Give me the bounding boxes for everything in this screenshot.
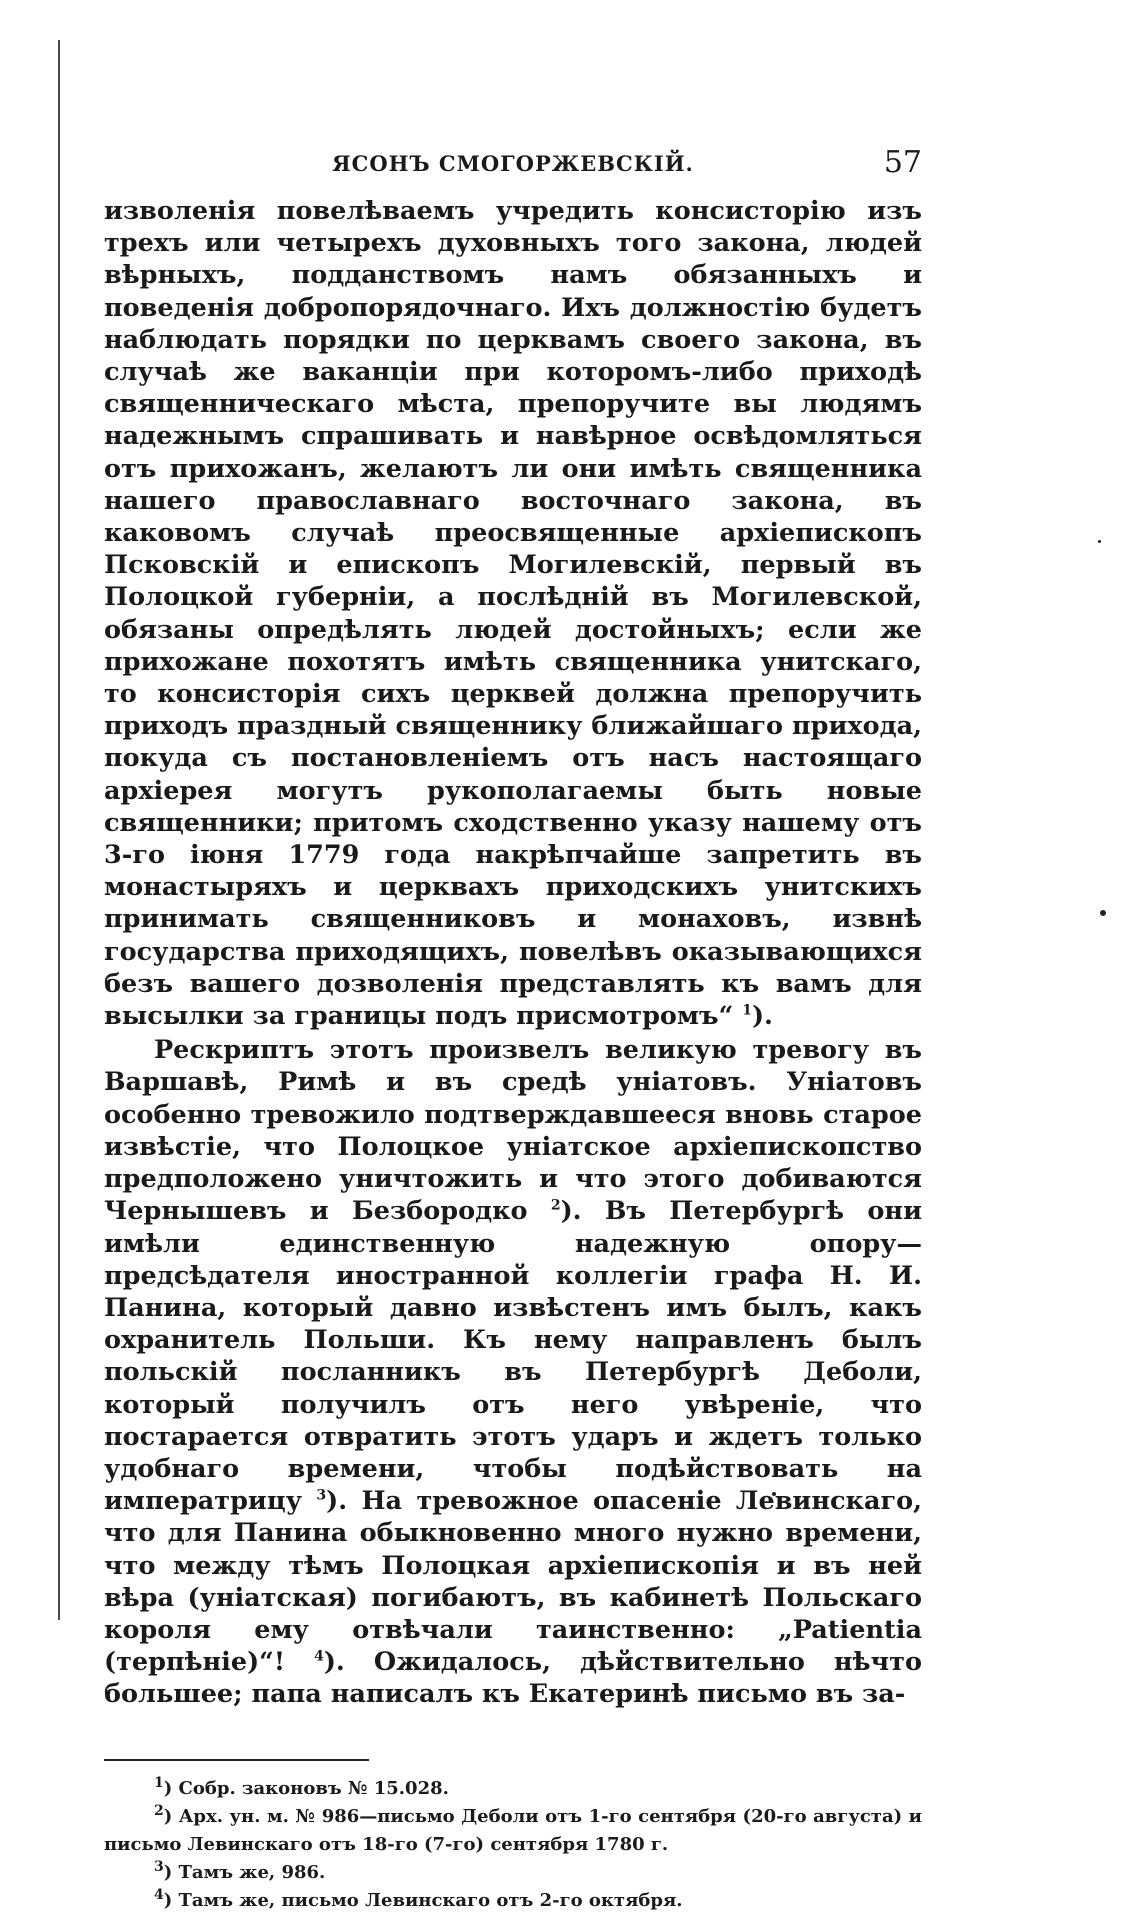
book-page <box>104 145 922 1915</box>
footnote-ref: 4 <box>314 1648 324 1665</box>
footnote-ref: 3 <box>316 1487 327 1504</box>
paragraph-text: ). На тревожное опасеніе Левинскаго, что для Панина обыкновенно много нужно времени, что между тѣмъ Полоцкая архіепископія и въ ней вѣра (уніатская) погибаютъ, въ кабинетѣ Польскаго короля ему отвѣчали таинственно: „Patientia (терпѣніе)“! <box>104 1486 922 1678</box>
paragraph-text: ). <box>751 1001 773 1032</box>
scan-speck <box>1100 910 1106 916</box>
footnote-mark: 1 <box>154 1774 164 1791</box>
footnote-3 <box>104 1859 922 1887</box>
running-head <box>104 145 922 185</box>
paragraph-reaction <box>104 1034 922 1710</box>
paragraph-text: изволенія повелѣваемъ учредить консисторію изъ трехъ или четырехъ духовныхъ того закона, людей вѣрныхъ, подданствомъ намъ обязанныхъ и поведенія добропорядочнаго. Ихъ должностію будетъ наблюдать порядки по церквамъ своего закона, въ случаѣ же ваканціи при которомъ-либо приходѣ священническаго мѣста, препоручите вы людямъ надежнымъ спрашивать и навѣрное освѣдомляться отъ прихожанъ, желаютъ ли они имѣть священника нашего православнаго восточнаго закона, въ каковомъ случаѣ преосвященные архіепископъ Псковскій и епископъ Могилевскій, первый въ Полоцкой губерніи, а послѣдній въ Могилевской, обязаны опредѣлять людей достойныхъ; если же прихожане похотятъ имѣть священника унитскаго, то консисторія сихъ церквей должна препоручить приходъ праздный священнику ближайшаго прихода, покуда съ постановленіемъ отъ насъ настоящаго архіерея могутъ рукополагаемы быть новые священники; притомъ сходственно указу нашему отъ 3-го іюня 1779 года накрѣпчайше запретить въ монастыряхъ и церквахъ приходскихъ унитскихъ принимать священниковъ и монаховъ, извнѣ государства приходящихъ, повелѣвъ оказывающихся безъ вашего дозволенія представлять къ вамъ для высылки за границы подъ присмотромъ“ <box>104 196 922 1032</box>
footnote-separator <box>104 1759 369 1761</box>
footnote-ref: 2 <box>550 1197 561 1214</box>
paragraph-text: ). Въ Петербургѣ они имѣли единственную надежную опору— предсѣдателя иностранной коллегіи графа Н. И. Панина, который давно извѣстенъ имъ былъ, какъ охранитель Польши. Къ нему направленъ былъ польскій посланникъ въ Петербургѣ Деболи, который получилъ отъ него увѣреніе, что постарается отвратить этотъ ударъ и ждетъ только удобнаго времени, чтобы подѣйствовать на императрицу <box>104 1196 922 1517</box>
footnote-text: ) Арх. ун. м. № 986—письмо Деболи отъ 1-го сентября (20-го августа) и письмо Левинскаго отъ 18-го (7-го) сентября 1780 г. <box>104 1805 922 1855</box>
scan-edge-rule <box>58 40 60 1620</box>
footnote-2 <box>104 1803 922 1859</box>
footnote-mark: 2 <box>154 1802 164 1819</box>
footnote-mark: 3 <box>154 1858 164 1875</box>
page-number: 57 <box>883 145 922 180</box>
footnote-1 <box>104 1775 922 1803</box>
footnote-text: ) Тамъ же, 986. <box>163 1861 326 1883</box>
running-title: ЯСОНЪ СМОГОРЖЕВСКІЙ. <box>332 151 694 176</box>
footnote-mark: 4 <box>154 1886 164 1903</box>
footnote-text: ) Собр. законовъ № 15.028. <box>163 1777 449 1799</box>
footnote-4 <box>104 1887 922 1915</box>
scan-speck <box>1098 540 1101 543</box>
paragraph-rescript-text <box>104 195 922 1032</box>
footnote-text: ) Тамъ же, письмо Левинскаго отъ 2-го октября. <box>163 1889 683 1911</box>
paragraph-text: ). Ожидалось, дѣйствительно нѣчто большее; папа написалъ къ Екатеринѣ письмо въ за- <box>104 1647 922 1710</box>
paragraph-text: Рескриптъ этотъ произвелъ великую тревогу въ Варшавѣ, Римѣ и въ средѣ уніатовъ. Уніатовъ особенно тревожило подтверждавшееся вновь старое извѣстіе, что Полоцкое уніатское архіепископство предположено уничтожить и что этого добиваются Чернышевъ и Безбородко <box>104 1035 922 1227</box>
footnote-ref: 1 <box>742 1002 752 1019</box>
